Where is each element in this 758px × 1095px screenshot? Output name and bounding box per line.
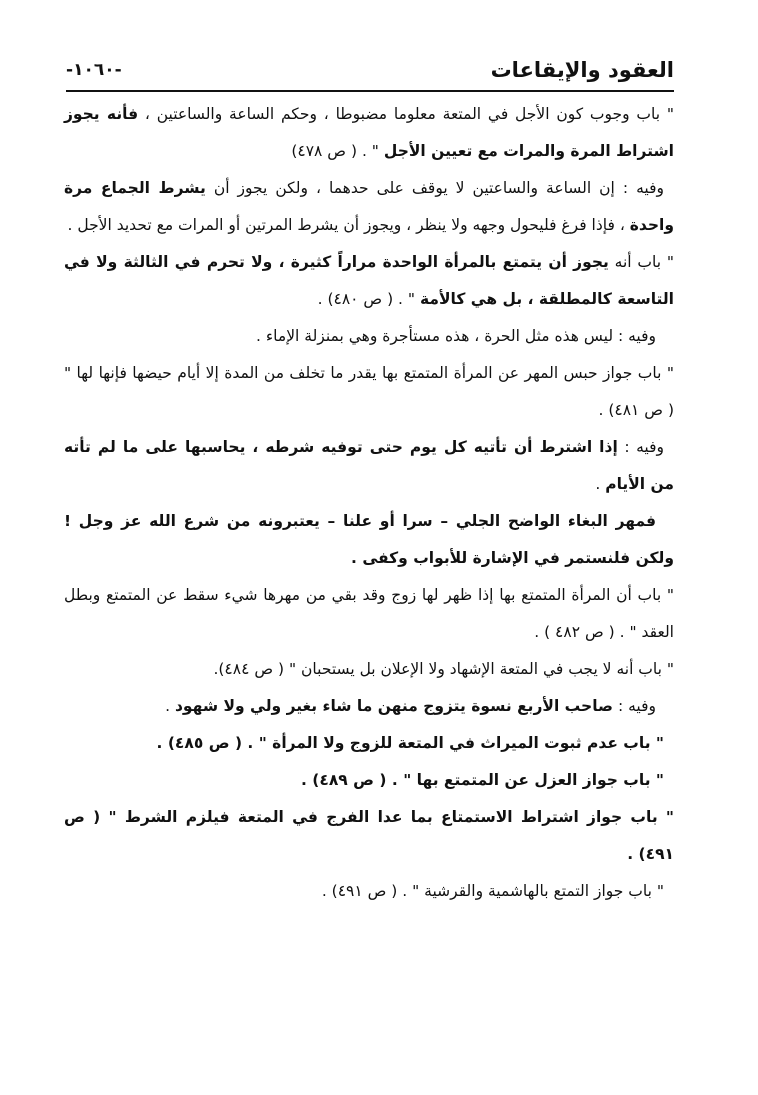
paragraph: وفيه : إن الساعة والساعتين لا يوقف على حدهما ، ولكن يجوز أن يشرط الجماع مرة واحدة ، فإذا فرغ فليحول وجهه ولا ينظر ، ويجوز أن يشرط المرتين أو المرات مع تحديد الأجل . (64, 179, 674, 234)
paragraph: فمهر البغاء الواضح الجلي – سرا أو علنا – يعتبرونه من شرع الله عز وجل ! ولكن فلنستمر في الإشارة للأبواب وكفى . (64, 512, 674, 567)
paragraph: " باب جواز اشتراط الاستمتاع بما عدا الفرج في المتعة فيلزم الشرط " ( ص ٤٩١) . (64, 808, 674, 863)
paragraph: " باب جواز التمتع بالهاشمية والقرشية " . ( ص ٤٩١) . (321, 882, 664, 900)
chapter-title: العقود والإيقاعات (490, 58, 674, 82)
paragraph: وفيه : إذا اشترط أن تأتيه كل يوم حتى توفيه شرطه ، يحاسبها على ما لم تأته من الأيام . (64, 438, 674, 493)
paragraph: " باب أنه يجوز أن يتمتع بالمرأة الواحدة مراراً كثيرة ، ولا تحرم في الثالثة ولا في التاسعة كالمطلقة ، بل هي كالأمة " . ( ص ٤٨٠) . (64, 253, 674, 308)
main-text (64, 96, 674, 910)
page-number: -١٠٦٠- (66, 60, 122, 80)
paragraph: وفيه : ليس هذه مثل الحرة ، هذه مستأجرة وهي بمنزلة الإماء . (256, 327, 656, 345)
paragraph: وفيه : صاحب الأربع نسوة يتزوج منهن ما شاء بغير ولي ولا شهود . (165, 697, 656, 715)
running-header (66, 50, 674, 92)
paragraph: " باب عدم ثبوت الميراث في المتعة للزوج ولا المرأة " . ( ص ٤٨٥) . (156, 734, 664, 752)
paragraph: " باب أنه لا يجب في المتعة الإشهاد ولا الإعلان بل يستحبان " ( ص ٤٨٤). (213, 660, 674, 678)
paragraph: " باب أن المرأة المتمتع بها إذا ظهر لها زوج وقد بقي من مهرها شيء سقط عن المتمتع وبطل العقد " . ( ص ٤٨٢ ) . (64, 586, 674, 641)
paragraph: " باب جواز حبس المهر عن المرأة المتمتع بها يقدر ما تخلف من المدة إلا أيام حيضها فإنها لها " ( ص ٤٨١) . (64, 364, 674, 419)
paragraph: " باب وجوب كون الأجل في المتعة معلوما مضبوطا ، وحكم الساعة والساعتين ، فأنه يجوز اشتراط المرة والمرات مع تعيين الأجل " . ( ص ٤٧٨) (64, 105, 674, 160)
paragraph: " باب جواز العزل عن المتمتع بها " . ( ص ٤٨٩) . (301, 771, 664, 789)
